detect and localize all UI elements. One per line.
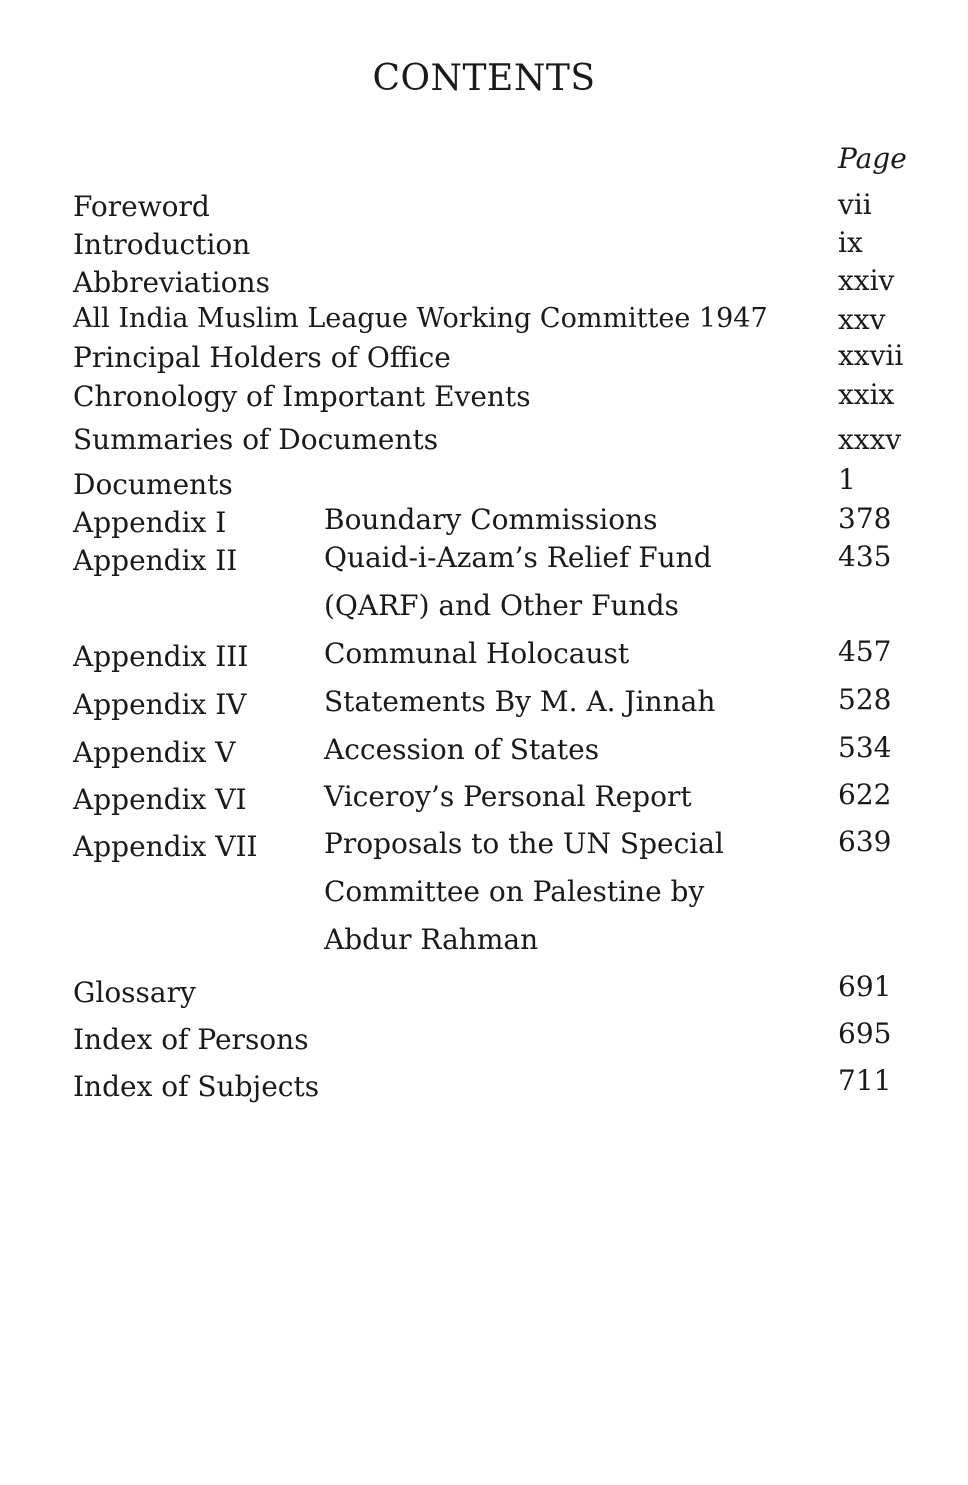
toc-entry-subtitle-line: Statements By M. A. Jinnah xyxy=(324,685,716,718)
toc-entry-appendix-ii xyxy=(0,540,968,622)
toc-entry-page: 622 xyxy=(838,778,892,811)
toc-entry-subtitle xyxy=(324,630,629,678)
toc-entry-index-subjects xyxy=(0,1064,968,1110)
toc-entry-page: xxv xyxy=(838,303,886,336)
toc-entry-page: 528 xyxy=(838,683,892,716)
toc-entry-page: xxiv xyxy=(838,264,895,297)
toc-entry-subtitle xyxy=(324,678,715,726)
toc-entry-working-committee xyxy=(0,303,968,343)
toc-entry-abbreviations xyxy=(0,266,968,306)
toc-entry-page: 1 xyxy=(838,463,856,496)
toc-entry-page: 378 xyxy=(838,502,892,535)
toc-entry-appendix-vii xyxy=(0,825,968,956)
toc-entry-subtitle xyxy=(324,726,599,774)
page-column-header: Page xyxy=(838,142,907,175)
toc-entry-title: Glossary xyxy=(73,976,196,1009)
toc-entry-subtitle-line: Committee on Palestine by xyxy=(324,875,705,908)
toc-entry-page: xxix xyxy=(838,378,895,411)
toc-entry-title: Documents xyxy=(73,468,233,501)
toc-entry-page: ix xyxy=(838,226,863,259)
toc-entry-page: vii xyxy=(838,188,872,221)
toc-entry-principal-holders xyxy=(0,341,968,381)
toc-entry-index-persons xyxy=(0,1017,968,1063)
toc-entry-appendix-iii xyxy=(0,635,968,680)
toc-entry-page: 639 xyxy=(838,825,892,858)
toc-entry-title: Appendix VII xyxy=(73,830,258,863)
toc-entry-title: Appendix V xyxy=(73,736,236,769)
toc-entry-page: 534 xyxy=(838,731,892,764)
toc-entry-subtitle xyxy=(324,820,724,964)
toc-entry-appendix-v xyxy=(0,731,968,776)
toc-entry-page: xxvii xyxy=(838,339,904,372)
toc-entry-title: Appendix VI xyxy=(73,783,247,816)
toc-entry-page: 695 xyxy=(838,1017,892,1050)
toc-entry-page: 457 xyxy=(838,635,892,668)
toc-entry-subtitle xyxy=(324,534,712,630)
toc-entry-foreword xyxy=(0,190,968,230)
toc-entry-title: Appendix IV xyxy=(73,688,247,721)
toc-entry-chronology xyxy=(0,380,968,420)
toc-entry-subtitle-line: (QARF) and Other Funds xyxy=(324,589,679,622)
toc-entry-introduction xyxy=(0,228,968,268)
toc-entry-title: Appendix II xyxy=(73,544,238,577)
toc-entry-subtitle-line: Accession of States xyxy=(324,733,600,766)
toc-entry-title: Abbreviations xyxy=(73,266,270,299)
toc-entry-title: Summaries of Documents xyxy=(73,423,439,456)
toc-entry-title: Index of Subjects xyxy=(73,1070,320,1103)
toc-entry-title: Chronology of Important Events xyxy=(73,380,531,413)
toc-entry-subtitle-line: Viceroy’s Personal Report xyxy=(324,780,692,813)
toc-entry-appendix-vi xyxy=(0,778,968,823)
toc-entry-subtitle-line: Communal Holocaust xyxy=(324,637,630,670)
toc-entry-title: Appendix III xyxy=(73,640,249,673)
toc-entry-page: 711 xyxy=(838,1064,892,1097)
toc-entry-appendix-iv xyxy=(0,683,968,728)
page-title: CONTENTS xyxy=(372,58,596,99)
toc-entry-page: xxxv xyxy=(838,423,902,456)
toc-entry-subtitle-line: Proposals to the UN Special xyxy=(324,827,724,860)
toc-entry-title: All India Muslim League Working Committee 1947 xyxy=(73,303,768,334)
toc-entry-subtitle-line: Boundary Commissions xyxy=(324,503,658,536)
toc-entry-subtitle-line: Quaid-i-Azam’s Relief Fund xyxy=(324,541,712,574)
toc-entry-page: 435 xyxy=(838,540,892,573)
toc-entry-page: 691 xyxy=(838,970,892,1003)
toc-entry-title: Foreword xyxy=(73,190,210,223)
toc-entry-title: Index of Persons xyxy=(73,1023,309,1056)
toc-entry-title: Principal Holders of Office xyxy=(73,341,451,374)
toc-entry-subtitle xyxy=(324,773,692,821)
toc-entry-summaries xyxy=(0,423,968,463)
toc-entry-title: Introduction xyxy=(73,228,251,261)
toc-entry-glossary xyxy=(0,970,968,1016)
toc-entry-title: Appendix I xyxy=(73,506,227,539)
toc-entry-subtitle-line: Abdur Rahman xyxy=(324,923,539,956)
